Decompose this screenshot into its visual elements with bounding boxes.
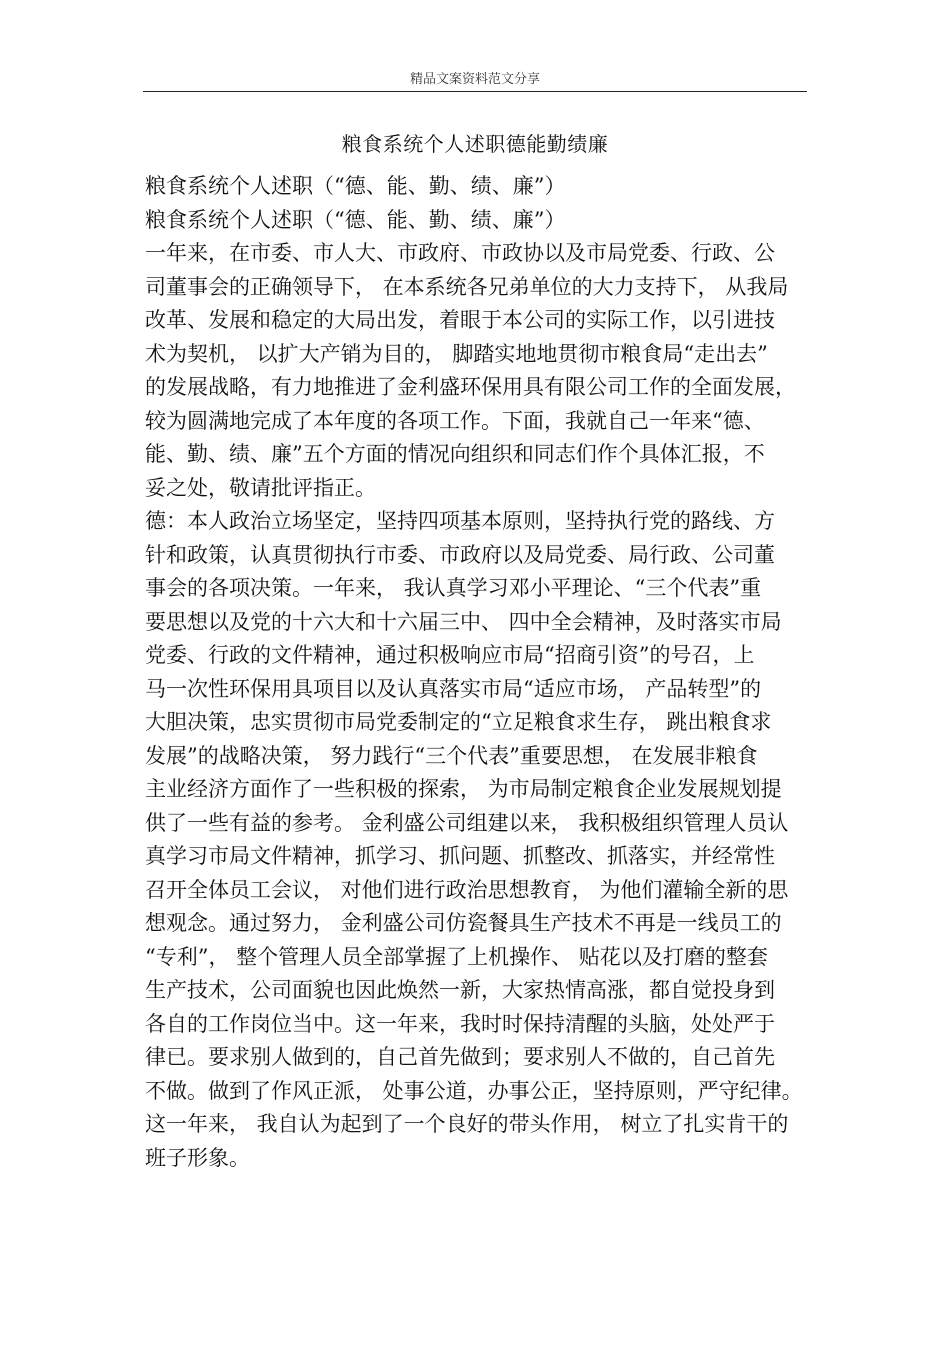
- body-line: 德：本人政治立场坚定，坚持四项基本原则，坚持执行党的路线、方: [145, 509, 775, 533]
- body-line: 真学习市局文件精神，抓学习、抓问题、抓整改、抓落实，并经常性: [145, 844, 775, 868]
- document-title: 粮食系统个人述职德能勤绩廉: [341, 132, 609, 156]
- body-line: 这一年来， 我自认为起到了一个良好的带头作用， 树立了扎实肯干的: [145, 1112, 789, 1136]
- body-line: 供了一些有益的参考。 金利盛公司组建以来， 我积极组织管理人员认: [145, 810, 789, 835]
- header-divider: [143, 91, 807, 92]
- body-line: 律已。要求别人做到的，自己首先做到；要求别人不做的，自己首先: [145, 1045, 775, 1069]
- body-line: 要思想以及党的十六大和十六届三中、 四中全会精神，及时落实市局: [145, 609, 782, 634]
- body-line: “专利”， 整个管理人员全部掌握了上机操作、 贴花以及打磨的整套: [145, 944, 768, 969]
- body-line: 妥之处，敬请批评指正。: [145, 475, 376, 500]
- body-line: 大胆决策，忠实贯彻市局党委制定的“立足粮食求生存， 跳出粮食求: [145, 710, 772, 734]
- body-line: 想观念。通过努力， 金利盛公司仿瓷餐具生产技术不再是一线员工的: [145, 911, 782, 935]
- body-line: 党委、行政的文件精神，通过积极响应市局“招商引资”的号召，上: [145, 643, 755, 667]
- body-line: 的发展战略，有力地推进了金利盛环保用具有限公司工作的全面发展，: [145, 375, 796, 399]
- body-line: 发展”的战略决策， 努力践行“三个代表”重要思想， 在发展非粮食: [145, 743, 758, 768]
- body-line: 马一次性环保用具项目以及认真落实市局“适应市场， 产品转型”的: [145, 676, 762, 701]
- body-line: 各自的工作岗位当中。这一年来，我时时保持清醒的头脑，处处严于: [145, 1011, 775, 1036]
- body-line: 班子形象。: [145, 1145, 250, 1170]
- body-line: 术为契机， 以扩大产销为目的， 脚踏实地地贯彻市粮食局“走出去”: [145, 341, 768, 366]
- body-line: 能、勤、绩、廉”五个方面的情况向组织和同志们作个具体汇报，不: [145, 442, 765, 466]
- body-line: 主业经济方面作了一些积极的探索， 为市局制定粮食企业发展规划提: [145, 777, 782, 801]
- body-line: 粮食系统个人述职（“德、能、勤、绩、廉”）: [145, 174, 566, 198]
- body-line: 较为圆满地完成了本年度的各项工作。下面，我就自己一年来“德、: [145, 408, 765, 433]
- body-line: 召开全体员工会议， 对他们进行政治思想教育， 为他们灌输全新的思: [145, 877, 789, 902]
- body-line: 一年来，在市委、市人大、市政府、市政协以及市局党委、行政、公: [145, 241, 775, 265]
- body-line: 针和政策，认真贯彻执行市委、市政府以及局党委、局行政、公司董: [145, 542, 775, 567]
- body-line: 不做。做到了作风正派， 处事公道，办事公正，坚持原则，严守纪律。: [145, 1078, 803, 1103]
- body-line: 事会的各项决策。一年来， 我认真学习邓小平理论、“三个代表”重: [145, 576, 762, 600]
- document-body: [145, 170, 805, 1175]
- page-header: 精品文案资料范文分享: [409, 72, 540, 87]
- body-line: 生产技术，公司面貌也因此焕然一新，大家热情高涨，都自觉投身到: [145, 978, 775, 1002]
- body-line: 司董事会的正确领导下， 在本系统各兄弟单位的大力支持下， 从我局: [145, 274, 789, 299]
- body-line: 粮食系统个人述职（“德、能、勤、绩、廉”）: [145, 207, 566, 232]
- body-line: 改革、发展和稳定的大局出发，着眼于本公司的实际工作，以引进技: [145, 308, 775, 332]
